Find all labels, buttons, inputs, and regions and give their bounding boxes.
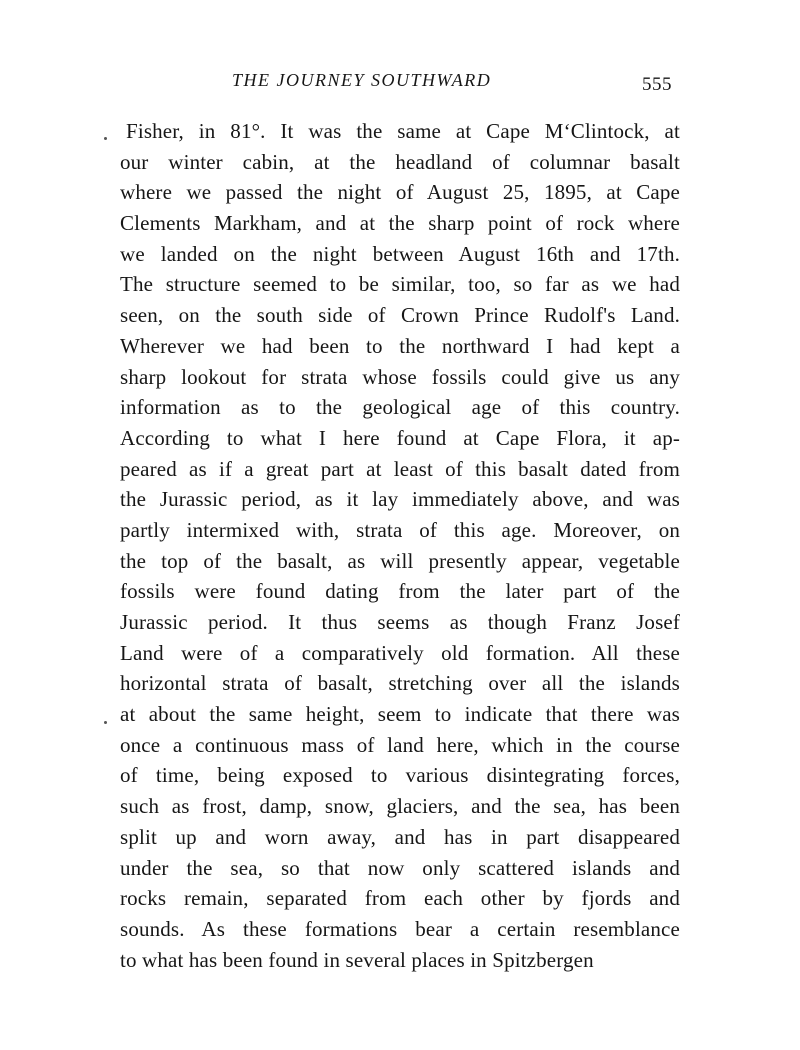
print-speck (104, 721, 107, 724)
text-line: to what has been found in several places in Spitzbergen (120, 947, 594, 972)
body-text (120, 116, 680, 975)
running-title: THE JOURNEY SOUTHWARD (232, 70, 492, 90)
text-line: According to what I here found at Cape Flora, it ap- (120, 425, 680, 450)
text-line: the Jurassic period, as it lay immediately above, and was (120, 487, 680, 512)
text-line: rocks remain, separated from each other by fjords and (120, 886, 680, 911)
text-line: Clements Markham, and at the sharp point of rock where (120, 211, 680, 236)
print-speck (104, 137, 107, 140)
text-line: where we passed the night of August 25, 1895, at Cape (120, 180, 680, 205)
text-line: seen, on the south side of Crown Prince Rudolf's Land. (120, 303, 680, 328)
text-line: of time, being exposed to various disintegrating forces, (120, 763, 680, 788)
text-line: under the sea, so that now only scattered islands and (120, 855, 680, 880)
text-line: Jurassic period. It thus seems as though Franz Josef (120, 610, 680, 634)
text-line: horizontal strata of basalt, stretching over all the islands (120, 671, 680, 696)
text-line: The structure seemed to be similar, too, so far as we had (120, 272, 680, 297)
text-line: our winter cabin, at the headland of columnar basalt (120, 149, 680, 174)
text-line: sounds. As these formations bear a certain resemblance (120, 916, 680, 941)
text-line: at about the same height, seem to indicate that there was (120, 702, 680, 727)
text-line: Land were of a comparatively old formation. All these (120, 640, 680, 665)
text-line: peared as if a great part at least of this basalt dated from (120, 456, 680, 481)
text-line: we landed on the night between August 16th and 17th. (120, 241, 680, 266)
text-line: information as to the geological age of this country. (120, 395, 680, 420)
running-head (120, 70, 680, 100)
page-number: 555 (642, 74, 672, 95)
text-line: the top of the basalt, as will presently appear, vegetable (120, 548, 680, 573)
text-line: Fisher, in 81°. It was the same at Cape M‘Clintock, at (126, 119, 680, 143)
text-line: such as frost, damp, snow, glaciers, and the sea, has been (120, 794, 680, 819)
text-line: Wherever we had been to the northward I had kept a (120, 333, 680, 358)
text-line: fossils were found dating from the later part of the (120, 579, 680, 604)
text-line: sharp lookout for strata whose fossils could give us any (120, 364, 680, 389)
text-line: once a continuous mass of land here, which in the course (120, 732, 680, 757)
text-line: split up and worn away, and has in part disappeared (120, 824, 680, 849)
text-line: partly intermixed with, strata of this age. Moreover, on (120, 517, 680, 542)
